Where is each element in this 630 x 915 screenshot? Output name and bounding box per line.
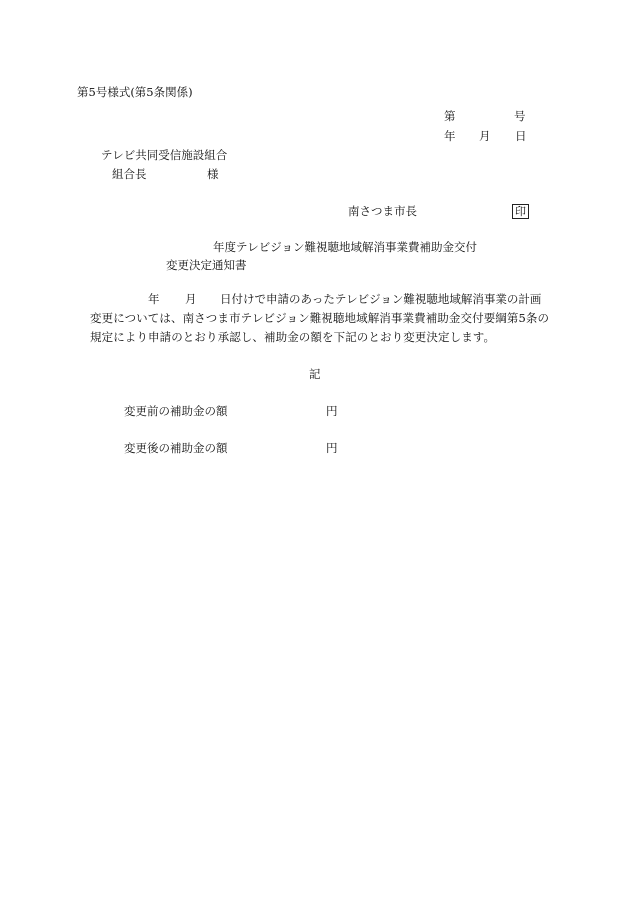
document-title-line2: 変更決定通知書 — [166, 258, 247, 272]
record-item-before-label: 変更前の補助金の額 — [124, 404, 228, 418]
body-month: 月 — [185, 292, 197, 306]
body-line2: 変更については、南さつま市テレビジョン難視聴地域解消事業費補助金交付要綱第5条の — [90, 311, 550, 325]
seal-mark — [512, 204, 529, 219]
record-item-after-unit: 円 — [326, 441, 338, 455]
document-number-suffix: 号 — [514, 109, 526, 123]
record-item-after-label: 変更後の補助金の額 — [124, 441, 228, 455]
sender-name: 南さつま市長 — [348, 204, 417, 218]
addressee-honorific: 様 — [207, 167, 219, 181]
record-item-before-unit: 円 — [326, 404, 338, 418]
form-label: 第5号様式(第5条関係) — [77, 85, 193, 99]
body-line1-rest: 日付けで申請のあったテレビジョン難視聴地域解消事業の計画 — [220, 292, 542, 306]
seal-stamp-icon: 印 — [512, 204, 529, 219]
document-number-prefix: 第 — [444, 109, 456, 123]
addressee-organization: テレビ共同受信施設組合 — [101, 148, 228, 162]
document-title-line1: 年度テレビジョン難視聴地域解消事業費補助金交付 — [213, 240, 478, 254]
record-heading: 記 — [309, 367, 321, 381]
date-year: 年 — [444, 129, 456, 143]
date-day: 日 — [515, 129, 527, 143]
body-line3: 規定により申請のとおり承認し、補助金の額を下記のとおり変更決定します。 — [90, 330, 496, 344]
date-month: 月 — [479, 129, 491, 143]
addressee-title: 組合長 — [112, 167, 147, 181]
body-year: 年 — [148, 292, 160, 306]
